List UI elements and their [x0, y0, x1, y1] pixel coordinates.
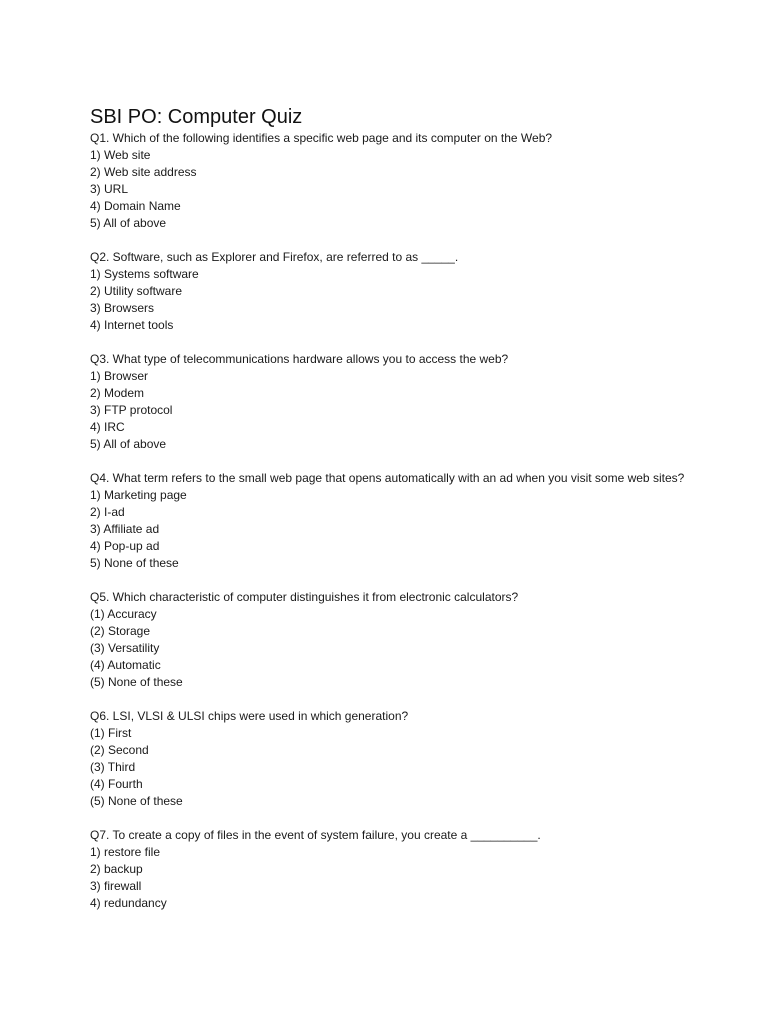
- option-list: [90, 147, 710, 232]
- question-text: Q6. LSI, VLSI & ULSI chips were used in which generation?: [90, 709, 409, 723]
- answer-option: 4) Pop-up ad: [90, 539, 160, 553]
- answer-option: 1) Browser: [90, 369, 149, 383]
- option-list: [90, 487, 710, 572]
- question-text: Q4. What term refers to the small web page that opens automatically with an ad when you visit some web sites?: [90, 471, 685, 485]
- question-block: [90, 708, 710, 810]
- question-list: [90, 130, 710, 912]
- answer-option: (3) Third: [90, 760, 136, 774]
- document-content: [90, 104, 710, 929]
- option-list: [90, 368, 710, 453]
- answer-option: (3) Versatility: [90, 641, 160, 655]
- answer-option: 5) All of above: [90, 216, 167, 230]
- answer-option: 1) Web site: [90, 148, 151, 162]
- question-text: Q7. To create a copy of files in the event of system failure, you create a __________.: [90, 828, 541, 842]
- question-block: [90, 470, 710, 572]
- answer-option: (1) First: [90, 726, 132, 740]
- option-list: [90, 844, 710, 912]
- question-block: [90, 827, 710, 912]
- option-list: [90, 725, 710, 810]
- question-text: Q2. Software, such as Explorer and Firefox, are referred to as _____.: [90, 250, 459, 264]
- answer-option: 4) Domain Name: [90, 199, 181, 213]
- question-block: [90, 589, 710, 691]
- answer-option: 3) firewall: [90, 879, 142, 893]
- question-block: [90, 351, 710, 453]
- option-list: [90, 606, 710, 691]
- answer-option: 5) None of these: [90, 556, 179, 570]
- answer-option: 3) Affiliate ad: [90, 522, 160, 536]
- answer-option: (5) None of these: [90, 794, 183, 808]
- question-block: [90, 130, 710, 232]
- answer-option: (2) Second: [90, 743, 149, 757]
- answer-option: (4) Automatic: [90, 658, 161, 672]
- answer-option: (1) Accuracy: [90, 607, 157, 621]
- answer-option: 3) URL: [90, 182, 129, 196]
- answer-option: (4) Fourth: [90, 777, 143, 791]
- answer-option: 2) I-ad: [90, 505, 125, 519]
- answer-option: 4) redundancy: [90, 896, 167, 910]
- answer-option: 2) Web site address: [90, 165, 197, 179]
- answer-option: 3) Browsers: [90, 301, 155, 315]
- answer-option: (2) Storage: [90, 624, 151, 638]
- answer-option: 1) restore file: [90, 845, 161, 859]
- answer-option: 1) Systems software: [90, 267, 199, 281]
- page-title: SBI PO: Computer Quiz: [90, 106, 303, 128]
- option-list: [90, 266, 710, 334]
- answer-option: 2) backup: [90, 862, 143, 876]
- answer-option: 2) Modem: [90, 386, 145, 400]
- question-block: [90, 249, 710, 334]
- question-text: Q1. Which of the following identifies a specific web page and its computer on the Web?: [90, 131, 553, 145]
- question-text: Q3. What type of telecommunications hardware allows you to access the web?: [90, 352, 509, 366]
- answer-option: 1) Marketing page: [90, 488, 187, 502]
- question-text: Q5. Which characteristic of computer distinguishes it from electronic calculators?: [90, 590, 519, 604]
- answer-option: 2) Utility software: [90, 284, 183, 298]
- answer-option: 3) FTP protocol: [90, 403, 173, 417]
- answer-option: 5) All of above: [90, 437, 167, 451]
- answer-option: 4) IRC: [90, 420, 125, 434]
- answer-option: 4) Internet tools: [90, 318, 174, 332]
- answer-option: (5) None of these: [90, 675, 183, 689]
